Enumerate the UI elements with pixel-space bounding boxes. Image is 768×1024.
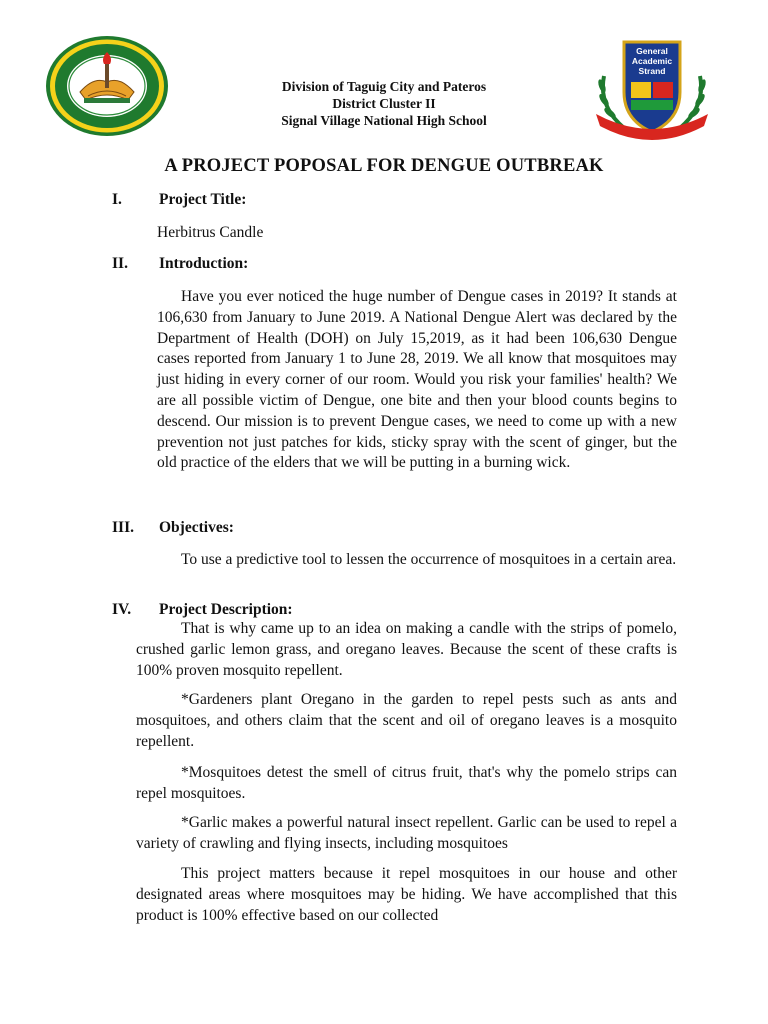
section-number: III.: [112, 519, 134, 536]
document-header: [0, 78, 768, 129]
section-heading-project-description: [112, 601, 293, 619]
section-label: Objectives:: [159, 519, 234, 536]
header-division: Division of Taguig City and Pateros: [281, 79, 487, 94]
introduction-paragraph: Have you ever noticed the huge number of Dengue cases in 2019? It stands at 106,630 from January to June 2019. A National Dengue Alert was declared by the Department of Health (DOH) on July 15,2019, as it had been 106,630 Dengue cases reported from January 1 to June 28, 2019. We all know that mosquitoes may just hiding in every corner of our room. Would you risk your families' health? We are all possible victim of Dengue, one bite and then your blood counts begins to descend. Our mission is to prevent Dengue cases, we need to come up with a new prevention not just patches for kids, sticky spray with the scent of ginger, but the old practice of the elders that we will be putting in a burning wick.: [157, 288, 677, 472]
section-label: Project Title:: [159, 191, 247, 208]
description-paragraph: *Garlic makes a powerful natural insect repellent. Garlic can be used to repel a variety of crawling and flying insects, including mosquitoes: [136, 814, 677, 852]
description-paragraph: This project matters because it repel mosquitoes in our house and other designated areas where mosquitoes may be hiding. We have accomplished that this product is 100% effective based on our collected: [136, 865, 677, 924]
objectives-paragraph: To use a predictive tool to lessen the occurrence of mosquitoes in a certain area.: [181, 551, 677, 568]
description-paragraph: *Gardeners plant Oregano in the garden to repel pests such as ants and mosquitoes, and others claim that the scent and oil of oregano leaves is a mosquito repellent.: [136, 691, 677, 750]
section-number: II.: [112, 255, 128, 272]
svg-text:General: General: [636, 46, 668, 56]
description-paragraph: That is why came up to an idea on making a candle with the strips of pomelo, crushed garlic lemon grass, and oregano leaves. Because the scent of these crafts is 100% proven mosquito repellent.: [136, 620, 677, 679]
section-label: Introduction:: [159, 255, 249, 272]
svg-text:Strand: Strand: [638, 66, 666, 76]
section-heading-project-title: [112, 191, 246, 209]
section-label: Project Description:: [159, 601, 293, 618]
section-number: I.: [112, 191, 122, 208]
section-heading-objectives: [112, 519, 234, 537]
project-title-text: Herbitrus Candle: [157, 224, 264, 241]
section-number: IV.: [112, 601, 132, 618]
document-title: A PROJECT POPOSAL FOR DENGUE OUTBREAK: [164, 156, 604, 176]
description-paragraph: *Mosquitoes detest the smell of citrus fruit, that's why the pomelo strips can repel mosquitoes.: [136, 764, 677, 802]
svg-text:Academic: Academic: [631, 56, 673, 66]
header-district: District Cluster II: [332, 96, 436, 111]
section-heading-introduction: [112, 255, 248, 273]
header-school: Signal Village National High School: [281, 113, 487, 128]
